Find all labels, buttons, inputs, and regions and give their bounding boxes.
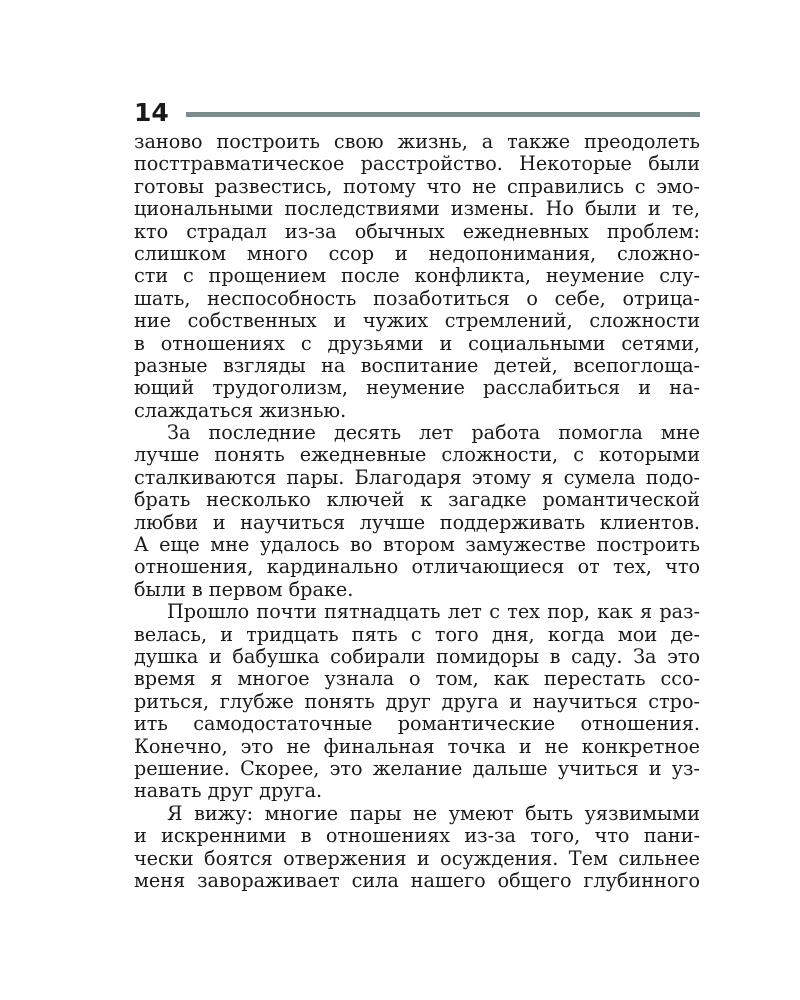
text-line: ние собственных и чужих стремлений, сложности <box>134 309 700 333</box>
text-line: ить самодостаточные романтические отношения. <box>134 712 700 736</box>
text-line: в отношениях с друзьями и социальными сетями, <box>134 331 700 355</box>
text-line: навать друг друга. <box>134 779 323 803</box>
paragraph <box>134 131 700 422</box>
text-line: Я вижу: многие пары не умеют быть уязвимыми <box>167 801 700 825</box>
text-line: заново построить свою жизнь, а также преодолеть <box>134 130 700 153</box>
text-line: велась, и тридцать пять с того дня, когда мои де- <box>134 622 700 646</box>
text-line: слишком много ссор и недопонимания, сложно- <box>134 241 700 265</box>
paragraph <box>134 601 700 803</box>
text-line: Конечно, это не финальная точка и не конкретное <box>134 734 700 758</box>
text-line: За последние десять лет работа помогла мне <box>167 421 700 445</box>
text-line: время я многое узнала о том, как перестать ссо- <box>134 667 700 691</box>
text-line: решение. Скорее, это желание дальше учиться и уз- <box>134 756 700 780</box>
text-line: и искренними в отношениях из-за того, что пани- <box>134 824 700 848</box>
text-line: чески боятся отвержения и осуждения. Тем сильнее <box>134 846 700 870</box>
text-line: посттравматическое расстройство. Некоторые были <box>134 152 700 176</box>
text-line: ющий трудоголизм, неумение расслабиться и на- <box>134 376 700 400</box>
text-line: разные взгляды на воспитание детей, всепоглоща- <box>134 353 700 377</box>
text-line: были в первом браке. <box>134 577 354 601</box>
text-line: сти с прощением после конфликта, неумение слу- <box>134 264 700 288</box>
text-line: циональными последствиями измены. Но были и те, <box>134 197 700 221</box>
text-line: отношения, кардинально отличающиеся от тех, что <box>134 555 700 579</box>
text-line: А еще мне удалось во втором замужестве построить <box>134 533 700 557</box>
page-header <box>134 98 700 132</box>
text-line: шать, неспособность позаботиться о себе, отрица- <box>134 286 700 310</box>
text-line: риться, глубже понять друг друга и научиться стро- <box>134 689 700 713</box>
text-line: сталкиваются пары. Благодаря этому я сумела подо- <box>134 465 700 489</box>
body-text <box>134 131 700 892</box>
text-line: Прошло почти пятнадцать лет с тех пор, как я раз- <box>167 600 700 624</box>
text-line: меня завораживает сила нашего общего глубинного <box>134 868 700 892</box>
text-line: душка и бабушка собирали помидоры в саду. За это <box>134 644 700 668</box>
text-line: слаждаться жизнью. <box>134 398 347 422</box>
text-line: брать несколько ключей к загадке романтической <box>134 488 700 512</box>
paragraph <box>134 422 700 601</box>
header-rule <box>186 112 700 117</box>
text-line: лучше понять ежедневные сложности, с которыми <box>134 443 700 467</box>
paragraph <box>134 803 700 893</box>
text-line: готовы развестись, потому что не справились с эмо- <box>134 174 700 198</box>
text-line: кто страдал из-за обычных ежедневных проблем: <box>134 219 700 243</box>
page-number: 14 <box>134 98 169 127</box>
text-line: любви и научиться лучше поддерживать клиентов. <box>134 510 700 534</box>
